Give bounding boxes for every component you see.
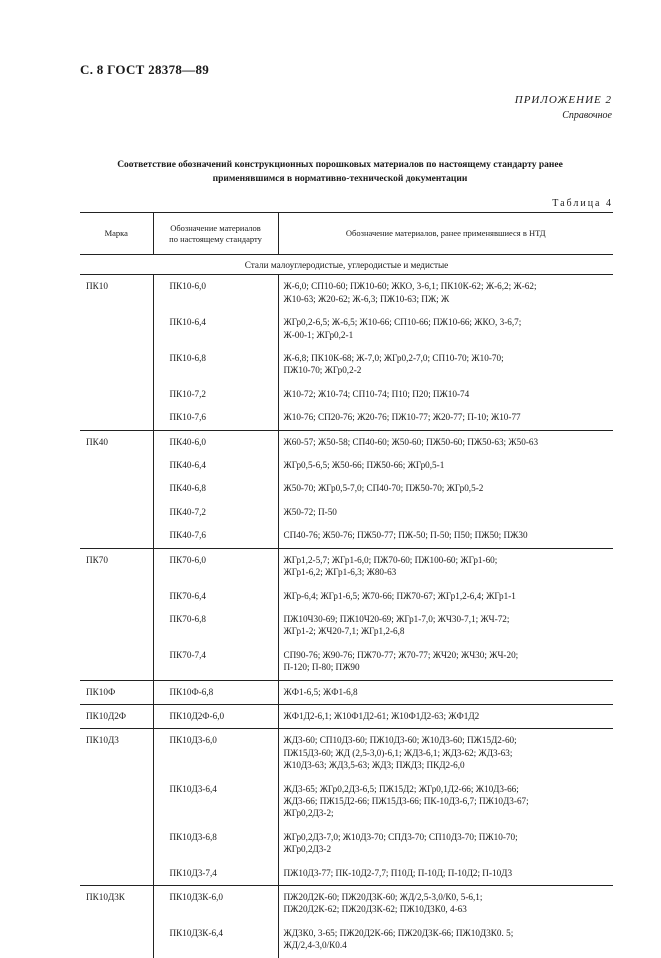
designation-cell: ПК40-6,8: [153, 477, 278, 500]
old-designations-cell: [278, 729, 613, 778]
old-designations-cell: [278, 275, 613, 311]
old-designation-line: ЖГр0,2Д3-7,0; Ж10Д3-70; СПД3-70; СП10Д3-70; ПЖ10-70;: [283, 831, 518, 842]
old-designations-cell: [278, 585, 613, 608]
table-row: [80, 477, 613, 500]
old-designations-cell: [278, 548, 613, 584]
old-designation-line: Ж-6,8; ПК10К-68; Ж-7,0; ЖГр0,2-7,0; СП10-70; Ж10-70;: [283, 353, 504, 364]
designation-cell: ПК40-7,6: [153, 524, 278, 548]
table-row: [80, 524, 613, 548]
old-designation-line: ЖГр0,2Д3-2;: [283, 808, 334, 819]
section-subheader-row: [80, 255, 613, 275]
designation-cell: ПК70-7,4: [153, 644, 278, 680]
table-row: [80, 585, 613, 608]
section-subheader: Стали малоуглеродистые, углеродистые и медистые: [80, 255, 613, 275]
table-row: [80, 311, 613, 347]
old-designations-cell: [278, 311, 613, 347]
designation-cell: ПК70-6,8: [153, 608, 278, 644]
table-row: [80, 778, 613, 826]
mark-cell: ПК10Д3К: [80, 886, 153, 922]
designation-cell: ПК10Д3-7,4: [153, 862, 278, 886]
old-designation-line: ЖГр0,2-6,5; Ж-6,5; Ж10-66; СП10-66; ПЖ10-66; ЖКО, 3-6,7;: [283, 317, 522, 328]
designation-cell: ПК10Д3К-6,4: [153, 922, 278, 958]
table-row: [80, 347, 613, 383]
old-designations-cell: [278, 704, 613, 728]
old-designation-line: Ж10-76; СП20-76; Ж20-76; ПЖ10-77; Ж20-77; П-10; Ж10-77: [283, 412, 521, 423]
document-title: [90, 158, 590, 186]
designation-cell: ПК40-7,2: [153, 501, 278, 524]
mark-cell: [80, 501, 153, 524]
old-designations-cell: [278, 680, 613, 704]
old-designation-line: ЖД3-66; ПЖ15Д2-66; ПЖ15Д3-66; ПК-10Д3-6,7; ПЖ10Д3-67;: [283, 795, 529, 806]
old-designations-cell: [278, 644, 613, 680]
mark-cell: [80, 383, 153, 406]
old-designation-line: Ж-00-1; ЖГр0,2-1: [283, 329, 354, 340]
old-designation-line: ЖГр1-2; ЖЧ20-7,1; ЖГр1,2-6,8: [283, 626, 405, 637]
old-designation-line: ПЖ20Д2К-60; ПЖ20Д3К-60; ЖД/2,5-3,0/К0, 5-6,1;: [283, 892, 483, 902]
old-designations-cell: [278, 347, 613, 383]
column-header-designation: [153, 213, 278, 255]
old-designation-line: ПЖ15Д3-60; ЖД (2,5-3,0)-6,1; ЖД3-6,1; ЖД3-62; ЖД3-63;: [283, 747, 513, 758]
mark-cell: ПК10Ф: [80, 680, 153, 704]
mark-cell: [80, 311, 153, 347]
old-designation-line: ЖФ1-6,5; ЖФ1-6,8: [283, 686, 358, 697]
mark-cell: [80, 826, 153, 862]
old-designation-line: ЖГр1-6,2; ЖГр1-6,3; Ж80-63: [283, 567, 397, 578]
table-row: [80, 406, 613, 430]
designation-cell: ПК10Д3-6,4: [153, 778, 278, 826]
old-designations-cell: [278, 608, 613, 644]
mark-cell: [80, 644, 153, 680]
old-designation-line: Ж-6,0; СП10-60; ПЖ10-60; ЖКО, 3-6,1; ПК10К-62; Ж-6,2; Ж-62;: [283, 281, 537, 292]
old-designation-line: П-120; П-80; ПЖ90: [283, 662, 360, 673]
designation-cell: ПК70-6,0: [153, 548, 278, 584]
column-header-line: Обозначение материалов: [170, 222, 261, 233]
designation-cell: ПК10Д3-6,0: [153, 729, 278, 778]
column-header-old-designations: Обозначение материалов, ранее применявшиеся в НТД: [278, 213, 613, 255]
mark-cell: [80, 922, 153, 958]
materials-table: [80, 212, 613, 958]
old-designation-line: СП40-76; Ж50-76; ПЖ50-77; ПЖ-50; П-50; П50; ПЖ50; ПЖ30: [283, 530, 528, 541]
mark-cell: [80, 608, 153, 644]
old-designations-cell: [278, 886, 613, 922]
column-header-mark: Марка: [80, 213, 153, 255]
mark-cell: ПК10Д2Ф: [80, 704, 153, 728]
designation-cell: ПК10-7,2: [153, 383, 278, 406]
old-designation-line: ПЖ10-70; ЖГр0,2-2: [283, 365, 362, 376]
table-row: [80, 454, 613, 477]
old-designation-line: ЖД3К0, 3-65; ПЖ20Д2К-66; ПЖ20Д3К-66; ПЖ10Д3К0. 5;: [283, 927, 514, 938]
old-designation-line: Ж10-63; Ж20-62; Ж-6,3; ПЖ10-63; ПЖ; Ж: [283, 293, 450, 304]
old-designation-line: ПЖ10Ч30-69; ПЖ10Ч20-69; ЖГр1-7,0; ЖЧ30-7,1; ЖЧ-72;: [283, 613, 510, 624]
table-row: [80, 680, 613, 704]
table-row: [80, 430, 613, 454]
old-designations-cell: [278, 524, 613, 548]
designation-cell: ПК70-6,4: [153, 585, 278, 608]
designation-cell: ПК10-6,0: [153, 275, 278, 311]
old-designations-cell: [278, 826, 613, 862]
table-row: [80, 862, 613, 886]
table-row: [80, 826, 613, 862]
designation-cell: ПК10Д3-6,8: [153, 826, 278, 862]
table-row: [80, 608, 613, 644]
designation-cell: ПК10Ф-6,8: [153, 680, 278, 704]
old-designation-line: ЖД3-60; СП10Д3-60; ПЖ10Д3-60; Ж10Д3-60; ПЖ15Д2-60;: [283, 735, 517, 746]
old-designation-line: Ж10Д3-63; ЖД3,5-63; ЖД3; ПЖД3; ПКД2-6,0: [283, 760, 465, 771]
old-designations-cell: [278, 430, 613, 454]
table-row: [80, 922, 613, 958]
designation-cell: ПК10Д2Ф-6,0: [153, 704, 278, 728]
appendix-label: [515, 94, 612, 121]
mark-cell: [80, 454, 153, 477]
mark-cell: [80, 524, 153, 548]
designation-cell: ПК10-7,6: [153, 406, 278, 430]
mark-cell: [80, 778, 153, 826]
old-designation-line: СП90-76; Ж90-76; ПЖ70-77; Ж70-77; ЖЧ20; ЖЧ30; ЖЧ-20;: [283, 649, 519, 660]
table-row: [80, 275, 613, 311]
old-designation-line: ПЖ20Д2К-62; ПЖ20Д3К-62; ПЖ10Д3К0, 4-63: [283, 904, 467, 915]
old-designation-line: Ж50-70; ЖГр0,5-7,0; СП40-70; ПЖ50-70; ЖГр0,5-2: [283, 483, 484, 494]
mark-cell: [80, 477, 153, 500]
designation-cell: ПК40-6,0: [153, 430, 278, 454]
old-designation-line: Ж50-72; П-50: [283, 506, 337, 517]
designation-cell: ПК10Д3К-6,0: [153, 886, 278, 922]
old-designations-cell: [278, 862, 613, 886]
table-row: [80, 383, 613, 406]
old-designations-cell: [278, 501, 613, 524]
old-designation-line: ЖГр-6,4; ЖГр1-6,5; Ж70-66; ПЖ70-67; ЖГр1,2-6,4; ЖГр1-1: [283, 590, 516, 601]
old-designation-line: ЖГр0,2Д3-2: [283, 844, 332, 855]
table-caption: Таблица 4: [552, 198, 613, 209]
old-designation-line: ЖД/2,4-3,0/К0.4: [283, 940, 347, 951]
mark-cell: ПК10Д3: [80, 729, 153, 778]
table-row: [80, 548, 613, 584]
table-row: [80, 704, 613, 728]
old-designations-cell: [278, 454, 613, 477]
table-row: [80, 501, 613, 524]
column-header-line: по настоящему стандарту: [169, 233, 262, 244]
mark-cell: ПК40: [80, 430, 153, 454]
mark-cell: [80, 406, 153, 430]
table-row: [80, 644, 613, 680]
mark-cell: ПК10: [86, 281, 108, 292]
old-designation-line: Ж60-57; Ж50-58; СП40-60; Ж50-60; ПЖ50-60; ПЖ50-63; Ж50-63: [283, 436, 539, 447]
old-designation-line: ПЖ10Д3-77; ПК-10Д2-7,7; П10Д; П-10Д; П-10Д2; П-10Д3: [283, 867, 513, 878]
mark-cell: [80, 585, 153, 608]
title-line: Соответствие обозначений конструкционных порошковых материалов по настоящему стандарту ранее: [117, 160, 563, 170]
page-header: С. 8 ГОСТ 28378—89: [80, 62, 210, 77]
mark-cell: [80, 862, 153, 886]
table-row: [80, 729, 613, 778]
designation-cell: ПК10-6,4: [153, 311, 278, 347]
old-designations-cell: [278, 406, 613, 430]
mark-cell: ПК70: [80, 548, 153, 584]
old-designations-cell: [278, 778, 613, 826]
old-designation-line: Ж10-72; Ж10-74; СП10-74; П10; П20; ПЖ10-74: [283, 388, 470, 399]
old-designations-cell: [278, 383, 613, 406]
designation-cell: ПК40-6,4: [153, 454, 278, 477]
appendix-title: ПРИЛОЖЕНИЕ 2: [514, 94, 612, 106]
old-designations-cell: [278, 922, 613, 958]
table-row: [80, 886, 613, 922]
old-designation-line: ЖФ1Д2-6,1; Ж10Ф1Д2-61; Ж10Ф1Д2-63; ЖФ1Д2: [283, 710, 480, 721]
old-designations-cell: [278, 477, 613, 500]
old-designation-line: ЖД3-65; ЖГр0,2Д3-6,5; ПЖ15Д2; ЖГр0,1Д2-66; Ж10Д3-66;: [283, 783, 519, 794]
old-designation-line: ЖГр1,2-5,7; ЖГр1-6,0; ПЖ70-60; ПЖ100-60; ЖГр1-60;: [283, 554, 498, 565]
designation-cell: ПК10-6,8: [153, 347, 278, 383]
mark-cell: [80, 347, 153, 383]
old-designation-line: ЖГр0,5-6,5; Ж50-66; ПЖ50-66; ЖГр0,5-1: [283, 460, 445, 471]
title-line: применявшимся в нормативно-технической документации: [212, 174, 468, 184]
table-header-row: [80, 213, 613, 255]
appendix-subtitle: Справочное: [562, 110, 612, 121]
